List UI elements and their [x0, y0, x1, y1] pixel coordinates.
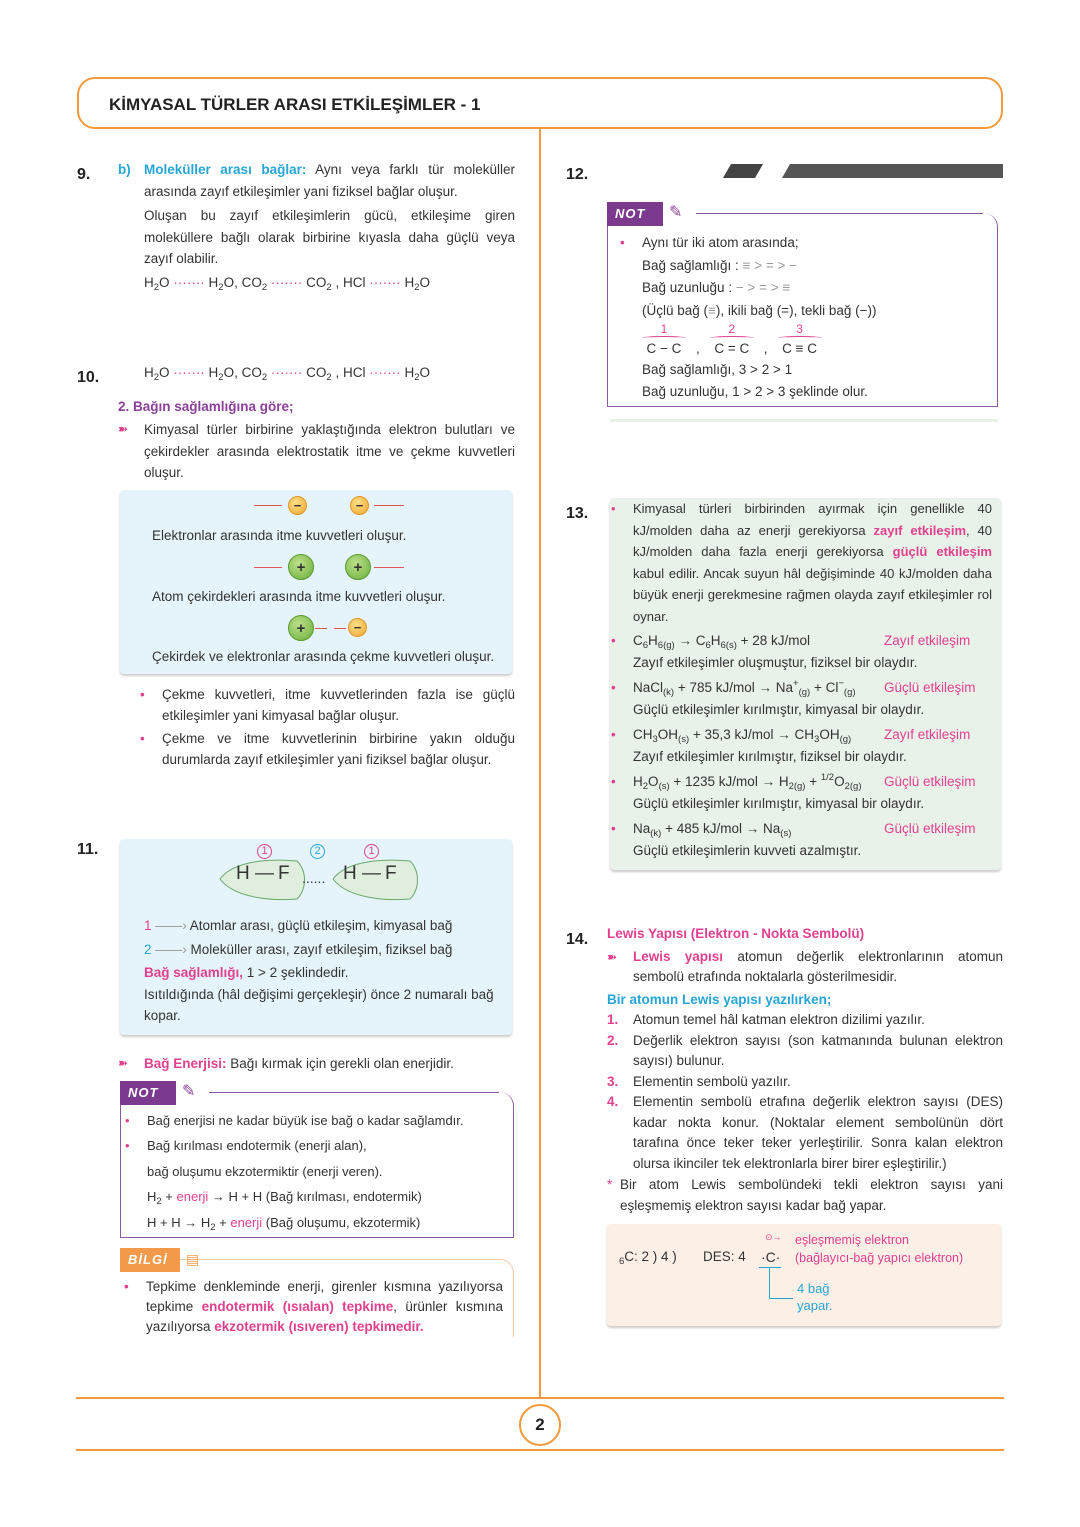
text-span: 1/2	[820, 772, 835, 783]
page-header	[77, 77, 1003, 129]
text-span: 6	[619, 1256, 625, 1267]
interaction-type: Güçlü etkileşim	[884, 821, 976, 836]
lewis-definition: ➽ Lewis yapısı atomun değerlik elektronlarının atomun sembolü etrafında noktalarla gösterilmesidir.	[607, 947, 1003, 988]
unpaired-label: eşleşmemiş elektron	[795, 1233, 909, 1247]
question-13	[566, 498, 1001, 870]
f-atom: F	[278, 863, 290, 884]
energy-example	[607, 676, 992, 721]
step-number: 4.	[607, 1094, 619, 1109]
reaction-note: Zayıf etkileşimler kırılmıştır, fiziksel bir olaydır.	[633, 749, 907, 764]
text-span: 2	[414, 281, 420, 293]
note-item: • Bağ enerjisi ne kadar büyük ise bağ o kadar sağlamdır.	[121, 1110, 507, 1132]
reaction-row	[607, 770, 992, 793]
reaction-equation: • $C_6H_{6(g)} \to C_6H_{6(s)} + 28$ kJ/mol	[607, 629, 880, 652]
text-span: ·······	[173, 365, 205, 380]
note-pencil-icon: ✎	[182, 1082, 196, 1100]
force-arrow-icon	[254, 567, 282, 568]
bond-line: —	[255, 863, 274, 884]
energy-examples	[607, 629, 992, 862]
unpaired-marker-icon: ⊙→	[765, 1232, 782, 1242]
legend-2-number: 2	[144, 941, 152, 957]
interaction-type: Zayıf etkileşim	[884, 727, 971, 742]
nucleus-icon: +	[345, 554, 371, 580]
note-box-border	[696, 213, 983, 214]
reaction-note: Güçlü etkileşimlerin kuvveti azalmıştır.	[633, 843, 862, 858]
text-span: güçlü etkileşim	[892, 544, 992, 559]
label-1: 1	[364, 844, 379, 859]
heat-text: Isıtıldığında (hâl değişimi gerçekleşir) önce 2 numaralı bağ kopar.	[144, 986, 494, 1023]
reaction-row	[607, 629, 992, 652]
q9-title: Moleküller arası bağlar:	[144, 162, 307, 177]
lewis-step	[607, 1031, 1003, 1072]
electron-icon: −	[350, 496, 369, 515]
reaction-equation: • $CH_3OH_{(s)} + 35,3$ $kJ/mol \to CH_3OH_{(g)}$	[607, 723, 880, 746]
note-box-bonds	[607, 213, 998, 407]
text-span: 2	[326, 281, 332, 293]
text-span: 2	[156, 1196, 162, 1207]
text-span: 3	[652, 734, 658, 745]
page-number: 2	[519, 1404, 561, 1446]
text-span: (s)	[780, 828, 792, 839]
des-value: DES: 4	[703, 1249, 746, 1264]
forces-line-1: Elektronlar arasında itme kuvvetleri oluşur.	[152, 527, 407, 543]
reaction-equation: • NaCl$_{(k)}$ + 785 $kJ/mol \to Na^+_{(g)} + Cl^-_{(g)}$	[607, 676, 880, 699]
text-span: 2	[218, 281, 224, 293]
text-span: (k)	[650, 828, 662, 839]
lewis-symbol: ·C·	[761, 1249, 781, 1265]
text-span: 2	[210, 1221, 216, 1233]
lewis-step	[607, 1072, 1003, 1093]
note-badge: NOT	[607, 202, 663, 226]
text-span: 2(g)	[844, 781, 862, 792]
bullet-item: • Çekme kuvvetleri, itme kuvvetlerinden fazla ise güçlü etkileşimler yani kimyasal bağlar oluşur.	[136, 684, 515, 727]
text-span: enerji	[176, 1189, 209, 1204]
note-pencil-icon: ✎	[669, 204, 683, 221]
note-line: Bağ uzunluğu : − > = > ≡	[642, 280, 791, 295]
divider	[610, 419, 998, 422]
legend-1-text: Atomlar arası, güçlü etkileşim, kimyasal bağ	[189, 918, 453, 933]
question-14	[566, 923, 1003, 1326]
note-badge: NOT	[120, 1081, 176, 1105]
electron-icon: −	[288, 496, 307, 515]
bond-example	[778, 323, 822, 357]
question-number-12: 12.	[566, 166, 589, 183]
footer-line-bottom	[76, 1449, 1004, 1451]
bond-example	[642, 323, 686, 357]
question-9	[77, 159, 515, 293]
bond-examples	[642, 321, 991, 357]
info-badge: BİLGİ	[120, 1248, 180, 1272]
text-span: ekzotermik (ısıveren) tepkimedir.	[214, 1319, 424, 1334]
text-span: 6	[642, 640, 649, 651]
note-line: bağ oluşumu ekzotermiktir (enerji veren).	[147, 1163, 383, 1179]
page-title: KİMYASAL TÜRLER ARASI ETKİLEŞİMLER - 1	[109, 95, 481, 114]
q9-paragraph-2: Oluşan bu zayıf etkileşimlerin gücü, etkileşime giren moleküllere bağlı olarak birbirine kıyasla daha güçlü veya zayıf olabilir.	[144, 208, 515, 266]
question-number-13: 13.	[566, 505, 589, 522]
text-span: (s)	[658, 781, 670, 792]
bond-number: 1	[660, 322, 668, 336]
energy-example	[607, 770, 992, 815]
lewis-title: Lewis Yapısı (Elektron - Nokta Sembolü)	[607, 926, 865, 941]
label-2: 2	[310, 844, 325, 859]
text-span: 2	[414, 372, 420, 383]
bond-energy-text: Bağı kırmak için gerekli olan enerjidir.	[226, 1056, 454, 1071]
note-bond-energy	[120, 1081, 514, 1239]
bracket-line	[759, 1267, 781, 1268]
bond-formula: C = C	[714, 341, 750, 356]
text-span: 2	[642, 781, 649, 792]
note-box-border	[209, 1092, 499, 1093]
interaction-type: Zayıf etkileşim	[884, 633, 971, 648]
bonds-label-2: yapar.	[797, 1298, 833, 1313]
note-box-bond-energy	[120, 1092, 514, 1239]
note-line: $H + H \to H_2$ + enerji (Bağ oluşumu, ekzotermik)	[147, 1214, 421, 1233]
separator: ,	[763, 341, 768, 356]
question-10	[77, 362, 515, 771]
energy-intro: • Kimyasal türleri birbirinden ayırmak için genellikle 40 kJ/molden daha az enerji gerekiyorsa zayıf etkileşim, 40 kJ/molden daha fazla enerji gerekiyorsa güçlü etkileşim kabul edilir. Ancak suyun hâl değişiminde 40 kJ/molden daha büyük enerji gerekmesine rağmen olayda zayıf etkileşimler rol oynar.	[607, 498, 992, 627]
force-arrow-icon	[315, 628, 327, 629]
book-icon: ▤	[186, 1251, 200, 1267]
q9-text: Aynı veya farklı tür moleküller arasında zayıf etkileşimler yani fiziksel bağlar oluşur.	[144, 162, 515, 199]
text-span: ≡ > = > −	[742, 257, 797, 273]
reaction-note: Güçlü etkileşimler kırılmıştır, kimyasal bir olaydır.	[633, 702, 925, 717]
step-text: Değerlik elektron sayısı (son katmanında bulunan elektron sayısı) bulunur.	[633, 1032, 1003, 1068]
bond-energy-def	[118, 1053, 515, 1075]
energy-example	[607, 723, 992, 768]
text-span: enerji	[230, 1214, 263, 1230]
text-span: ·······	[369, 365, 401, 380]
text-span: (g)	[798, 687, 811, 698]
lewis-step	[607, 1092, 1003, 1174]
interaction-type: Güçlü etkileşim	[884, 774, 976, 789]
text-span: ·······	[173, 274, 205, 290]
lewis-example-box	[607, 1224, 1001, 1326]
step-text: Atomun temel hâl katman elektron dizilimi yazılır.	[633, 1012, 925, 1027]
note-line: Bağ sağlamlığı : ≡ > = > −	[642, 257, 797, 273]
text-span: − > = > ≡	[735, 280, 791, 295]
electron-icon: −	[348, 618, 367, 637]
star-marker: *	[607, 1177, 613, 1192]
text-span: 6(s)	[720, 640, 737, 651]
bond-number: 3	[796, 322, 803, 336]
reaction-row	[607, 817, 992, 840]
energy-box	[610, 498, 1001, 870]
q10-formula: $H_2O$ ······· $H_2O$, $CO_2$ ······· $CO_2$ , HCl ······· $H_2O$	[144, 365, 431, 383]
lewis-step	[607, 1010, 1003, 1031]
bond-strength: Bağ sağlamlığı, 3 > 2 > 1	[642, 362, 793, 377]
text-span: 3	[814, 734, 820, 745]
text-span: 2	[326, 372, 332, 383]
text-span: −	[838, 678, 844, 689]
step-number: 2.	[607, 1032, 619, 1048]
f-atom: F	[385, 863, 397, 884]
arrow-icon	[769, 1298, 793, 1299]
star-text: Bir atom Lewis sembolündeki tekli elektron sayısı yani eşleşmemiş elektron sayısı kadar bağ yapar.	[620, 1177, 1003, 1213]
separator: ,	[696, 341, 700, 356]
reaction-row	[607, 723, 992, 746]
note-item: • Bağ kırılması endotermik (enerji alan),	[121, 1135, 507, 1157]
bond-example	[710, 323, 754, 357]
note-line: • Aynı tür iki atom arasında;	[616, 232, 991, 254]
nucleus-icon: +	[288, 554, 314, 580]
decor-bar	[723, 164, 763, 178]
text-span: (k)	[663, 687, 675, 698]
lewis-steps	[607, 1010, 1003, 1174]
force-arrow-icon	[374, 505, 404, 506]
question-12	[566, 166, 998, 422]
label-1: 1	[257, 844, 272, 859]
strength-text: 1 > 2 şeklindedir.	[243, 965, 349, 980]
text-span: 2	[153, 372, 160, 383]
arrow-icon: ——›	[155, 918, 187, 933]
footer-line-top	[76, 1397, 1004, 1399]
lewis-star-note	[607, 1175, 1003, 1216]
arrow-icon: ——›	[155, 941, 187, 957]
text-span: 2	[153, 281, 160, 293]
h-atom: H	[343, 863, 357, 884]
step-text: Elementin sembolü yazılır.	[633, 1073, 791, 1089]
electron-config: $_6$C: 2 ) 4 )	[619, 1249, 677, 1267]
forces-line-3: Çekirdek ve elektronlar arasında çekme kuvvetleri oluşur.	[152, 648, 495, 664]
question-11	[77, 839, 515, 1337]
bond-formula: C − C	[646, 341, 682, 356]
bond-number: 2	[728, 322, 736, 336]
question-number-14: 14.	[566, 931, 589, 948]
step-number: 1.	[607, 1012, 619, 1027]
legend-1	[144, 915, 506, 937]
bonds-label: 4 bağ	[797, 1281, 830, 1296]
energy-example	[607, 629, 992, 674]
info-text: • Tepkime denkleminde enerji, girenler kısmına yazılıyorsa tepkime endotermik (ısıalan) tepkime, ürünler kısmına yazılıyorsa ekzotermik (ısıveren) tepkimedir.	[120, 1277, 503, 1337]
reaction-note: Zayıf etkileşimler oluşmuştur, fiziksel bir olaydır.	[633, 655, 918, 670]
text-span: 6	[705, 640, 711, 651]
text-span: 2	[218, 372, 224, 383]
strength-label: Bağ sağlamlığı,	[144, 965, 244, 980]
hf-legend	[144, 915, 506, 1027]
forces-box	[120, 490, 512, 674]
text-span: Lewis yapısı	[633, 948, 724, 964]
q10-paragraph: ➽ Kimyasal türler birbirine yaklaştığında elektron bulutları ve çekirdekler arasında elektrostatik itme ve çekme kuvvetleri oluşur.	[118, 419, 515, 484]
forces-line-2: Atom çekirdekleri arasında itme kuvvetleri oluşur.	[152, 588, 446, 604]
q9-formula: $H_2O$ ······· $H_2O$, $CO_2$ ······· $CO_2$ , HCl ······· $H_2O$	[144, 274, 431, 293]
text-span: (s)	[678, 734, 690, 745]
text-span: endotermik (ısıalan) tepkime	[201, 1299, 394, 1314]
text-span: zayıf etkileşim	[873, 522, 967, 538]
reaction-row	[607, 676, 992, 699]
text-span: ≡	[708, 302, 716, 318]
text-span: 6(g)	[657, 640, 675, 651]
bond-formula: C ≡ C	[782, 341, 817, 356]
legend-1-number: 1	[144, 918, 152, 933]
bond-line: —	[362, 863, 381, 884]
lewis-subtitle: Bir atomun Lewis yapısı yazılırken;	[607, 991, 832, 1007]
strength-line	[144, 962, 506, 984]
text-span: ·······	[270, 274, 303, 290]
step-number: 3.	[607, 1073, 619, 1089]
force-arrow-icon	[334, 628, 346, 629]
q10-heading: 2. Bağın sağlamlığına göre;	[118, 398, 294, 414]
question-number-9: 9.	[77, 166, 91, 183]
h-atom: H	[236, 863, 250, 884]
column-divider	[539, 129, 541, 1399]
decor-bar	[782, 164, 1003, 178]
note-line: $H_2$ + enerji → H + H (Bağ kırılması, endotermik)	[147, 1189, 422, 1207]
hf-box	[120, 839, 512, 1035]
reaction-equation: • $H_2O_{(s)} + 1235$ $kJ/mol \to H_{2(g)} + ^{1/2}O_{2(g)}$	[607, 770, 880, 793]
bullet-item: • Çekme ve itme kuvvetlerinin birbirine yakın olduğu durumlarda zayıf etkileşimler yani fiziksel bağlar oluşur.	[136, 728, 515, 771]
bracket-line	[769, 1267, 770, 1298]
force-arrow-icon	[254, 505, 282, 506]
text-span: 2	[261, 281, 268, 293]
text-span: (g)	[839, 734, 852, 745]
energy-example	[607, 817, 992, 862]
note-bonds	[607, 202, 998, 407]
legend-2-text: Moleküller arası, zayıf etkileşim, fiziksel bağ	[190, 941, 453, 957]
force-arrow-icon	[374, 567, 404, 568]
item-label-b: b)	[118, 162, 131, 177]
intermolecular-dots: ......	[302, 870, 326, 886]
note-line: (Üçlü bağ (≡), ikili bağ (=), tekli bağ (−))	[642, 302, 877, 318]
legend-2	[144, 939, 506, 961]
text-span: +	[793, 678, 799, 689]
text-span: 2(g)	[788, 781, 806, 792]
text-span: 2	[261, 372, 268, 383]
question-number-11: 11.	[77, 841, 99, 858]
interaction-type: Güçlü etkileşim	[884, 680, 976, 695]
nucleus-icon: +	[288, 615, 314, 641]
reaction-equation: • $Na_{(k)} + 485$ $kJ/mol \to Na_{(s)}$	[607, 817, 880, 840]
bond-length: Bağ uzunluğu, 1 > 2 > 3 şeklinde olur.	[642, 383, 868, 399]
reaction-note: Güçlü etkileşimler kırılmıştır, kimyasal bir olaydır.	[633, 796, 925, 811]
info-bilgi	[120, 1248, 514, 1337]
q9-paragraph-1	[144, 159, 515, 202]
text-span: ·······	[270, 365, 303, 380]
step-text: Elementin sembolü etrafına değerlik elektron sayısı (DES) kadar nokta konur. (Noktalar element sembolünün dört tarafına önce teker teker yerleştirilir. Sonra kalan elektron olursa ikinciler tek elektronlarla birer birer eşleştirilir.)	[633, 1094, 1003, 1171]
unpaired-label-2: (bağlayıcı-bağ yapıcı elektron)	[795, 1251, 964, 1265]
text-span: (g)	[843, 687, 856, 698]
text-span: ·······	[369, 274, 401, 290]
question-number-10: 10.	[77, 369, 100, 386]
bond-energy-label: Bağ Enerjisi:	[144, 1056, 227, 1071]
